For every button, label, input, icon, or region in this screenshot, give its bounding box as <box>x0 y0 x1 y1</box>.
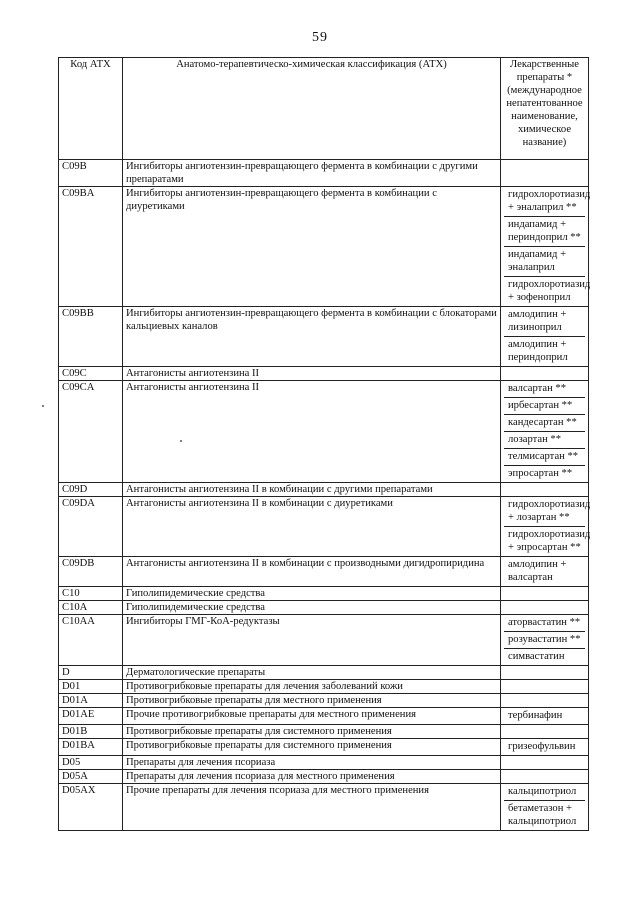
atx-name-cell: Антагонисты ангиотензина II <box>123 367 501 381</box>
atx-name-cell: Ингибиторы ангиотензин-превращающего фермента в комбинации с блокаторами кальциевых каналов <box>123 307 501 367</box>
drugs-cell <box>501 666 589 680</box>
drug-entry: гидрохлоротиазид + эналаприл ** <box>504 187 585 217</box>
drug-entry: лозартан ** <box>504 432 585 449</box>
header-drugs: Лекарственные препараты * (международное непатентованное наименование, химическое название) <box>501 58 589 160</box>
drug-entry: гидрохлоротиазид + эпросартан ** <box>508 529 591 553</box>
table-row <box>59 367 589 381</box>
atx-code-cell: D05A <box>59 770 123 784</box>
table-row <box>59 770 589 784</box>
drug-entry: ирбесартан ** <box>504 398 585 415</box>
atx-name-cell: Прочие препараты для лечения псориаза для местного применения <box>123 784 501 831</box>
table-row <box>59 381 589 483</box>
atx-name-cell: Ингибиторы ангиотензин-превращающего фермента в комбинации с другими препаратами <box>123 160 501 187</box>
atx-code-cell: D05 <box>59 756 123 770</box>
page-number: 59 <box>312 30 328 45</box>
atx-code-cell: C09BB <box>59 307 123 367</box>
drugs-cell <box>501 770 589 784</box>
atx-code-cell: D01B <box>59 725 123 739</box>
table-row <box>59 739 589 756</box>
drugs-cell <box>501 680 589 694</box>
table-row <box>59 756 589 770</box>
drugs-cell <box>501 367 589 381</box>
atx-code-cell: C09CA <box>59 381 123 483</box>
drugs-cell <box>501 381 589 483</box>
drug-entry: бетаметазон + кальципотриол <box>508 803 577 827</box>
drugs-cell <box>501 615 589 666</box>
table-row <box>59 307 589 367</box>
drugs-cell <box>501 307 589 367</box>
atx-name-cell: Дерматологические препараты <box>123 666 501 680</box>
table-row <box>59 557 589 587</box>
drug-entry: гидрохлоротиазид + лозартан ** <box>504 497 585 527</box>
atx-code-cell: D01BA <box>59 739 123 756</box>
atx-code-cell: C09B <box>59 160 123 187</box>
drugs-cell <box>501 725 589 739</box>
drugs-cell <box>501 739 589 756</box>
atx-code-cell: C10A <box>59 601 123 615</box>
atx-name-cell: Антагонисты ангиотензина II в комбинации с другими препаратами <box>123 483 501 497</box>
table-row <box>59 497 589 557</box>
drugs-cell <box>501 784 589 831</box>
atx-name-cell: Препараты для лечения псориаза для местного применения <box>123 770 501 784</box>
drug-entry: гризеофульвин <box>508 741 576 752</box>
atx-name-cell: Ингибиторы ГМГ-КоА-редуктазы <box>123 615 501 666</box>
atx-code-cell: C10 <box>59 587 123 601</box>
header-classification: Анатомо-терапевтическо-химическая классификация (АТХ) <box>123 58 501 160</box>
atx-name-cell: Ингибиторы ангиотензин-превращающего фермента в комбинации с диуретиками <box>123 187 501 307</box>
drugs-cell <box>501 756 589 770</box>
table-row <box>59 483 589 497</box>
table-row <box>59 666 589 680</box>
atx-name-cell: Противогрибковые препараты для лечения заболеваний кожи <box>123 680 501 694</box>
drugs-cell <box>501 694 589 708</box>
drugs-cell <box>501 708 589 725</box>
drugs-cell <box>501 187 589 307</box>
atx-code-cell: D05AX <box>59 784 123 831</box>
drug-entry: аторвастатин ** <box>504 615 585 632</box>
atx-name-cell: Противогрибковые препараты для системного применения <box>123 725 501 739</box>
table-row <box>59 187 589 307</box>
atx-code-cell: C10AA <box>59 615 123 666</box>
drug-entry: индапамид + периндоприл ** <box>504 217 585 247</box>
table-row <box>59 694 589 708</box>
drug-entry: эпросартан ** <box>508 468 573 479</box>
drugs-cell <box>501 160 589 187</box>
drug-entry: розувастатин ** <box>504 632 585 649</box>
atx-name-cell: Гиполипидемические средства <box>123 587 501 601</box>
table-row <box>59 601 589 615</box>
header-code: Код АТХ <box>59 58 123 160</box>
drugs-cell <box>501 601 589 615</box>
atx-code-cell: C09C <box>59 367 123 381</box>
drug-entry: валсартан ** <box>504 381 585 398</box>
atx-classification-table <box>58 57 589 831</box>
drug-entry: тербинафин <box>508 710 563 721</box>
atx-code-cell: D01AE <box>59 708 123 725</box>
scan-speck <box>42 405 44 407</box>
atx-name-cell: Антагонисты ангиотензина II <box>123 381 501 483</box>
table-row <box>59 708 589 725</box>
atx-code-cell: C09DB <box>59 557 123 587</box>
table-row <box>59 680 589 694</box>
atx-name-cell: Прочие противогрибковые препараты для местного применения <box>123 708 501 725</box>
drug-entry: амлодипин + лизиноприл <box>504 307 585 337</box>
atx-code-cell: C09BA <box>59 187 123 307</box>
table-row <box>59 784 589 831</box>
drug-entry: симвастатин <box>508 651 565 662</box>
table-row <box>59 615 589 666</box>
drugs-cell <box>501 557 589 587</box>
atx-name-cell: Противогрибковые препараты для местного применения <box>123 694 501 708</box>
drug-entry: амлодипин + периндоприл <box>508 339 568 363</box>
drug-entry: кандесартан ** <box>504 415 585 432</box>
drug-entry: амлодипин + валсартан <box>508 559 567 583</box>
atx-code-cell: D01 <box>59 680 123 694</box>
atx-name-cell: Противогрибковые препараты для системного применения <box>123 739 501 756</box>
drug-entry: гидрохлоротиазид + зофеноприл <box>508 279 591 303</box>
drugs-cell <box>501 483 589 497</box>
atx-code-cell: D <box>59 666 123 680</box>
drug-entry: телмисартан ** <box>504 449 585 466</box>
drug-entry: индапамид + эналаприл <box>504 247 585 277</box>
atx-name-cell: Антагонисты ангиотензина II в комбинации с производными дигидропиридина <box>123 557 501 587</box>
drugs-cell <box>501 587 589 601</box>
table-row <box>59 160 589 187</box>
table-row <box>59 587 589 601</box>
table-header-row <box>59 58 589 160</box>
atx-name-cell: Препараты для лечения псориаза <box>123 756 501 770</box>
atx-name-cell: Гиполипидемические средства <box>123 601 501 615</box>
atx-name-cell: Антагонисты ангиотензина II в комбинации с диуретиками <box>123 497 501 557</box>
drug-entry: кальципотриол <box>504 784 585 801</box>
table-row <box>59 725 589 739</box>
atx-code-cell: C09D <box>59 483 123 497</box>
atx-code-cell: C09DA <box>59 497 123 557</box>
drugs-cell <box>501 497 589 557</box>
atx-code-cell: D01A <box>59 694 123 708</box>
